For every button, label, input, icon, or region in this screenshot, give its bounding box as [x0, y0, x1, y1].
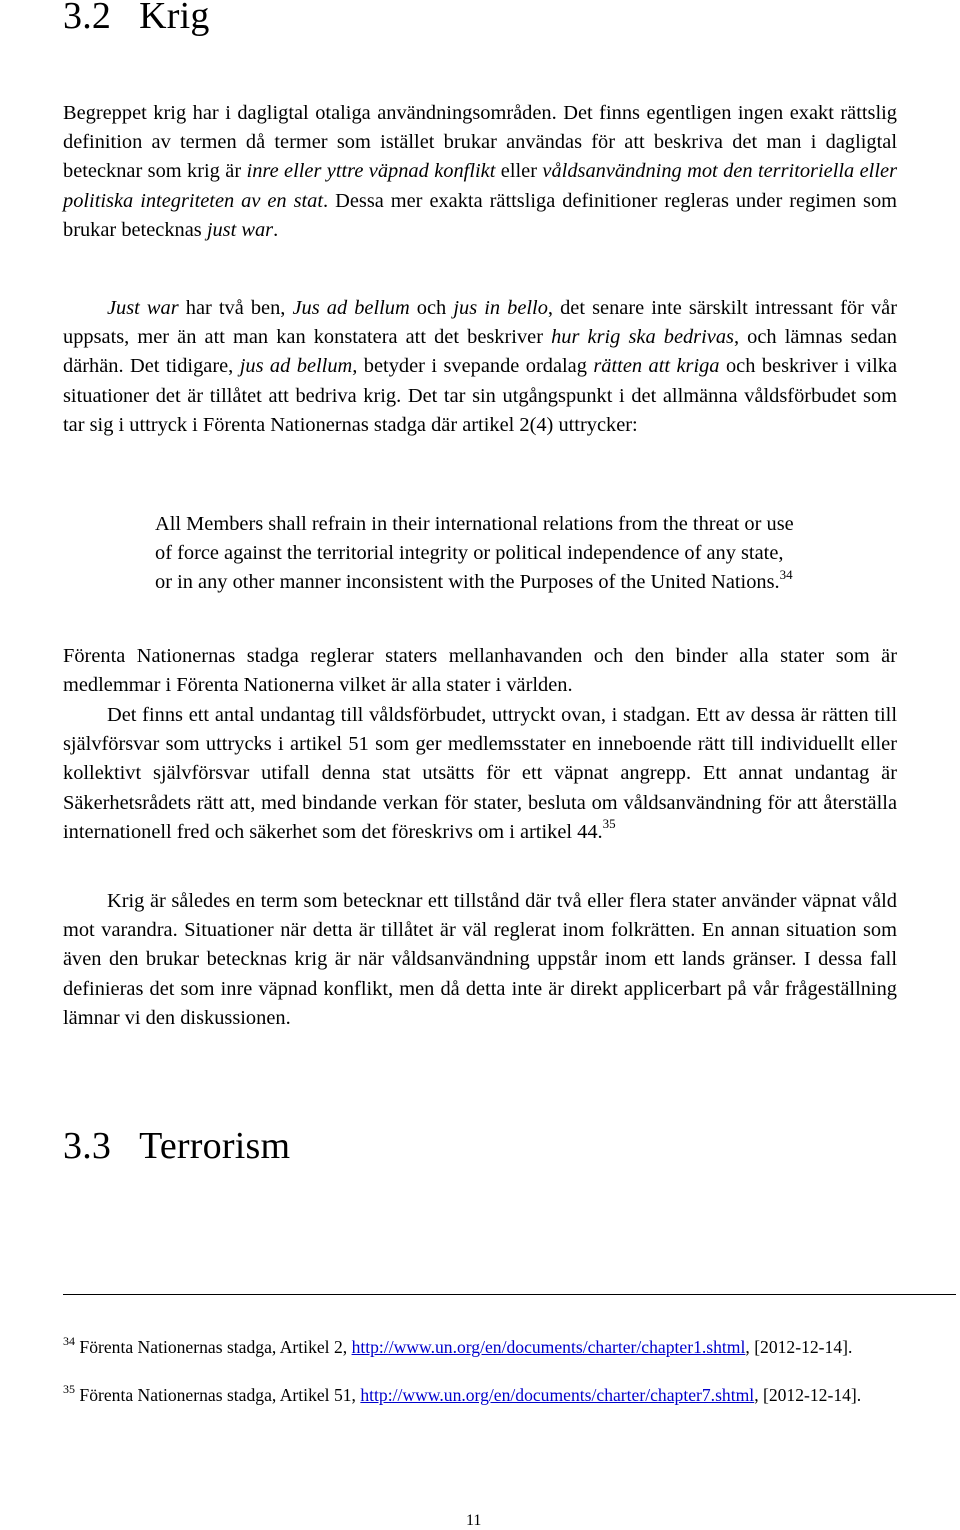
section-title: Terrorism: [139, 1125, 291, 1167]
italic-term: jus ad bellum,: [239, 355, 358, 378]
italic-term: våldsanvändning mot den territoriella eller politiska integriteten av en stat: [63, 160, 898, 212]
paragraph-definition: [63, 99, 897, 245]
paragraph-just-war: [63, 294, 897, 440]
text-run: har två ben,: [178, 297, 293, 319]
text-run: betyder i svepande ordalag: [357, 355, 594, 378]
footnote-34: [63, 1336, 923, 1358]
italic-term: hur krig ska bedrivas: [551, 326, 734, 349]
section-number: 3.2: [63, 0, 112, 37]
text-run: , och lämnas sedan därhän. Det tidigare,: [63, 326, 897, 378]
footnote-date: , [2012-12-14].: [754, 1385, 862, 1405]
footnote-ref[interactable]: 35: [602, 816, 616, 832]
text-run: och: [409, 297, 454, 319]
text-run: och beskriver i vilka situationer det är tillåtet att bedriva krig. Det tar sin utgångspunkt i det allmänna våldsförbudet som tar sig i uttryck i Förenta Nationernas stadga där artikel 2(4) uttrycker:: [63, 355, 897, 436]
text-run: eller: [495, 160, 543, 183]
italic-term: just war: [206, 218, 274, 241]
footnote-35: [63, 1384, 923, 1406]
paragraph-exceptions: [63, 701, 897, 847]
footnote-date: , [2012-12-14].: [745, 1337, 853, 1357]
block-quote: [155, 510, 795, 598]
footnote-number: 35: [63, 1382, 75, 1397]
paragraph-war-term: Krig är således en term som betecknar ett tillstånd där två eller flera stater använder väpnat våld mot varandra. Situationer när detta är tillåtet är väl reglerat inom folkrätten. En annan situation som även den brukar betecknas krig är när våldsanvändning uppstår inom ett lands gränser. I dessa fall definieras det som inre väpnad konflikt, men då detta inte är direkt applicerbart på vår frågeställning lämnar vi den diskussionen.: [63, 890, 897, 1029]
paragraph-charter: Förenta Nationernas stadga reglerar staters mellanhavanden och den binder alla stater som är medlemmar i Förenta Nationerna vilket är alla stater i världen.: [63, 645, 897, 697]
section-heading-terrorism: [63, 1126, 290, 1166]
footnote-number: 34: [63, 1334, 75, 1349]
italic-term: Just war: [107, 297, 179, 319]
italic-term: Jus ad bellum: [292, 297, 410, 319]
italic-term: jus in bello: [453, 297, 548, 319]
text-run: Det finns ett antal undantag till våldsförbudet, uttryckt ovan, i stadgan. Ett av dessa är rätten till självförsvar som uttrycks i artikel 51 som ger medlemsstater en inneboende rätt till individuellt eller kollektivt självförsvar utifall denna stat utsätts för ett väpnat angrepp. Ett annat undantag är Säkerhetsrådets rätt att, med bindande verkan för stater, besluta om våldsanvändning för att återställa internationell fred och säkerhet som det föreskrivs om i artikel 44.: [63, 704, 897, 843]
footnote-separator: [63, 1294, 956, 1295]
footnote-ref[interactable]: 34: [779, 566, 793, 582]
footnote-text: Förenta Nationernas stadga, Artikel 2,: [79, 1337, 352, 1357]
footnote-link[interactable]: http://www.un.org/en/documents/charter/chapter7.shtml: [360, 1385, 755, 1405]
page-number: 11: [466, 1512, 482, 1529]
quote-text: All Members shall refrain in their international relations from the threat or use of force against the territorial integrity or political independence of any state, or in any other manner inconsistent with the Purposes of the United Nations.: [155, 513, 794, 594]
text-run: . Dessa mer exakta rättsliga definitioner regleras under regimen som brukar betecknas: [63, 189, 897, 241]
text-run: , det senare inte särskilt intressant för vår uppsats, mer än att man kan konstatera att det beskriver: [63, 297, 898, 349]
text-run: .: [273, 218, 279, 241]
section-title: Krig: [139, 0, 210, 37]
text-run: Begreppet krig har i dagligtal otaliga användningsområden. Det finns egentligen ingen exakt rättslig definition av termen då termer som istället brukar användas för att beskriva det man i dagligtal betecknar som krig är: [63, 102, 897, 183]
italic-term: rätten att kriga: [593, 355, 720, 378]
footnote-text: Förenta Nationernas stadga, Artikel 51,: [79, 1385, 361, 1405]
italic-term: inre eller yttre väpnad konflikt: [246, 160, 496, 183]
footnote-link[interactable]: http://www.un.org/en/documents/charter/chapter1.shtml: [351, 1337, 746, 1357]
section-heading-krig: [63, 0, 210, 36]
section-number: 3.3: [63, 1125, 112, 1167]
